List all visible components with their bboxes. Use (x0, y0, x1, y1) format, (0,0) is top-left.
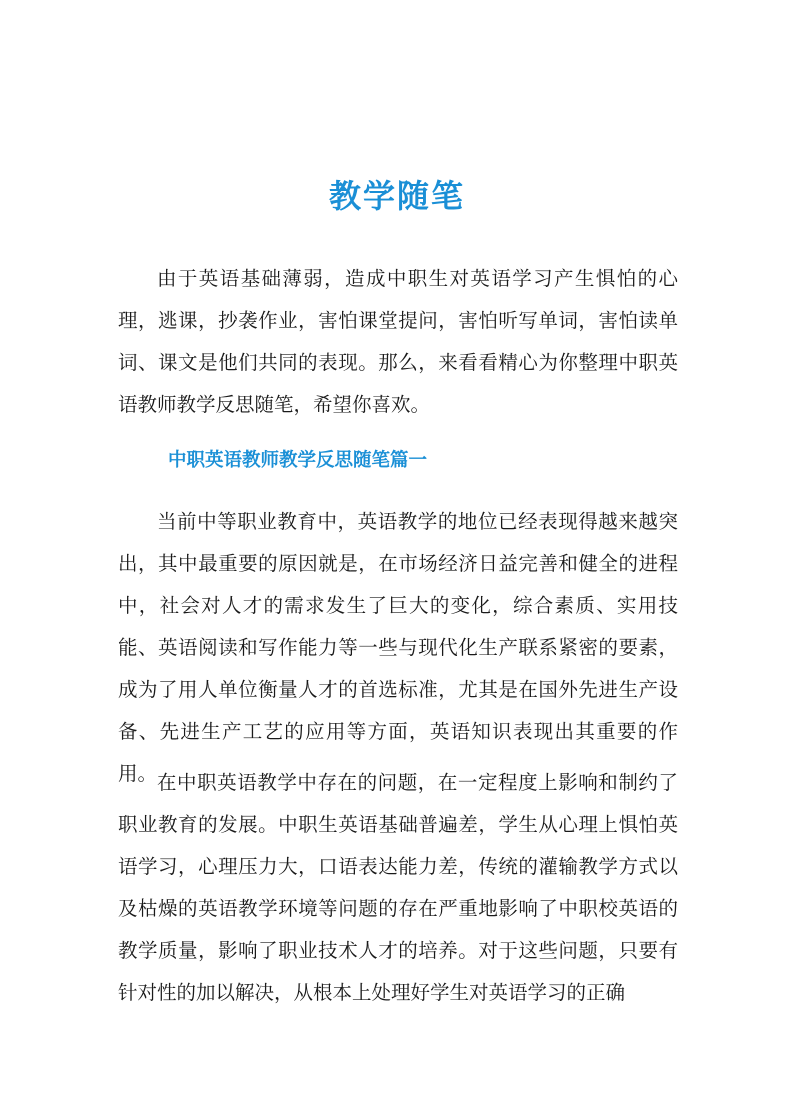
document-title: 教学随笔 (328, 177, 465, 216)
body-paragraph-2: 在中职英语教学中存在的问题，在一定程度上影响和制约了职业教育的发展。中职生英语基础普遍差，学生从心理上惧怕英语学习，心理压力大，口语表达能力差，传统的灌输教学方式以及枯燥的英语教学环境等问题的存在严重地影响了中职校英语的教学质量，影响了职业技术人才的培养。对于这些问题，只要有针对性的加以解决，从根本上处理好学生对英语学习的正确 (118, 771, 678, 1004)
body-paragraph-1: 当前中等职业教育中，英语教学的地位已经表现得越来越突出，其中最重要的原因就是，在市场经济日益完善和健全的进程中，社会对人才的需求发生了巨大的变化，综合素质、实用技能、英语阅读和写作能力等一些与现代化生产联系紧密的要素，成为了用人单位衡量人才的首选标准，尤其是在国外先进生产设备、先进生产工艺的应用等方面，英语知识表现出其重要的作用。 (118, 510, 678, 785)
section-heading: 中职英语教师教学反思随笔篇一 (168, 450, 428, 471)
intro-paragraph: 由于英语基础薄弱，造成中职生对英语学习产生惧怕的心理，逃课，抄袭作业，害怕课堂提问，害怕听写单词，害怕读单词、课文是他们共同的表现。那么，来看看精心为你整理中职英语教师教学反思随笔，希望你喜欢。 (118, 267, 678, 416)
